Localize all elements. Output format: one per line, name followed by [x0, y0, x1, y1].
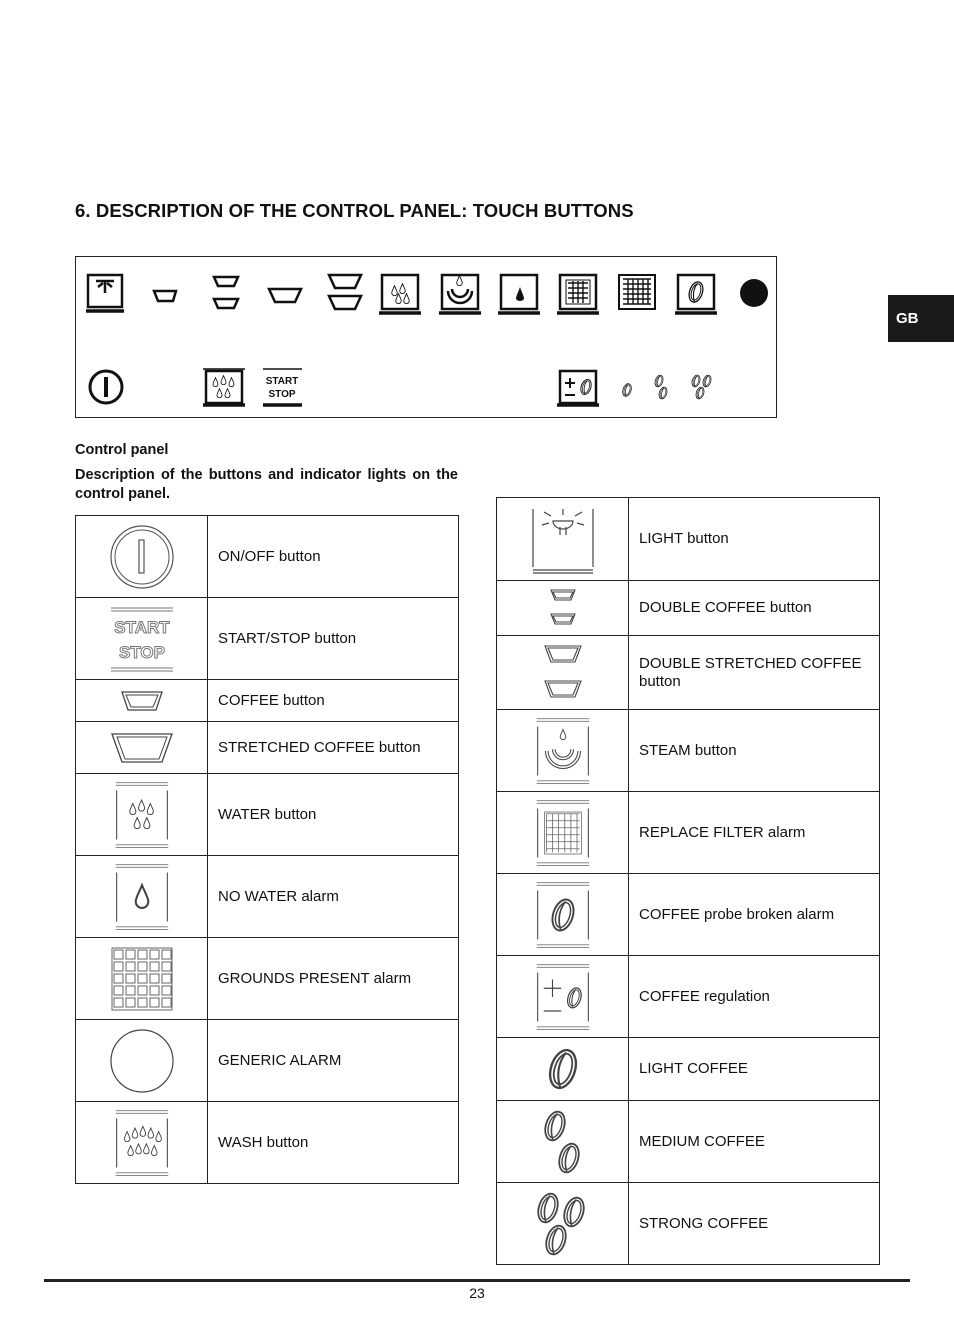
panel-large-cup-icon [269, 289, 301, 302]
power-icon [76, 516, 208, 598]
three-beans-icon [497, 1183, 629, 1265]
table-row [76, 856, 459, 938]
legend-label: START/STOP button [208, 598, 459, 680]
table-row [76, 680, 459, 722]
legend-label: LIGHT button [629, 498, 880, 581]
panel-cup-icon [154, 291, 176, 301]
two-beans-icon [497, 1101, 629, 1183]
right-legend-table [496, 497, 880, 1265]
svg-text:START: START [113, 617, 170, 637]
table-row [76, 1020, 459, 1102]
table-row [76, 938, 459, 1020]
table-row [76, 722, 459, 774]
panel-light-icon [86, 275, 124, 311]
language-tab: GB [888, 295, 954, 342]
table-row [497, 710, 880, 792]
panel-regulation-icon [557, 371, 599, 405]
control-panel-description: Description of the buttons and indicator lights on the control panel. [75, 467, 458, 502]
control-panel-caption: Control panel [75, 442, 169, 458]
legend-label: GROUNDS PRESENT alarm [208, 938, 459, 1020]
panel-double-cup-icon [214, 277, 238, 308]
legend-label: WATER button [208, 774, 459, 856]
large-cup-icon [76, 722, 208, 774]
table-row [76, 1102, 459, 1184]
table-row [497, 956, 880, 1038]
control-panel-drawing [76, 257, 778, 419]
legend-label: GENERIC ALARM [208, 1020, 459, 1102]
double-large-cup-icon [497, 636, 629, 710]
legend-label: MEDIUM COFFEE [629, 1101, 880, 1183]
circle-icon [76, 1020, 208, 1102]
table-row [497, 1101, 880, 1183]
section-heading: 6. DESCRIPTION OF THE CONTROL PANEL: TOUCH BUTTONS [75, 200, 634, 221]
panel-light-coffee-icon [621, 383, 633, 398]
panel-generic-alarm-icon [740, 279, 768, 307]
table-row [76, 774, 459, 856]
legend-label: COFFEE probe broken alarm [629, 874, 880, 956]
panel-start-text: START [265, 376, 299, 387]
footer-rule [44, 1279, 910, 1282]
coffee-bean-icon [497, 874, 629, 956]
legend-label: WASH button [208, 1102, 459, 1184]
one-bean-icon [497, 1038, 629, 1101]
many-drops-icon [76, 1102, 208, 1184]
legend-label: DOUBLE COFFEE button [629, 581, 880, 636]
filter-grid-icon [497, 792, 629, 874]
panel-bean-icon [675, 275, 717, 313]
plus-minus-bean-icon [497, 956, 629, 1038]
table-row [497, 792, 880, 874]
table-row [497, 874, 880, 956]
table-row [497, 1183, 880, 1265]
cup-icon [76, 680, 208, 722]
steam-icon [497, 710, 629, 792]
legend-label: STRONG COFFEE [629, 1183, 880, 1265]
panel-double-large-cup-icon [329, 275, 361, 309]
panel-stop-text: STOP [268, 389, 296, 400]
svg-text:STOP: STOP [118, 642, 165, 662]
panel-power-icon [90, 371, 122, 403]
start-stop-icon [76, 598, 208, 680]
water-drops-icon [76, 774, 208, 856]
table-row [497, 636, 880, 710]
table-row [76, 598, 459, 680]
panel-steam-icon [439, 275, 481, 313]
left-legend-table [75, 515, 459, 1184]
table-row [76, 516, 459, 598]
legend-label: REPLACE FILTER alarm [629, 792, 880, 874]
legend-label: COFFEE regulation [629, 956, 880, 1038]
table-row [497, 1038, 880, 1101]
control-panel-illustration [75, 256, 777, 418]
legend-label: STEAM button [629, 710, 880, 792]
panel-water-icon [379, 275, 421, 313]
table-row [497, 498, 880, 581]
table-row [497, 581, 880, 636]
panel-wash-icon [203, 369, 245, 405]
legend-label: ON/OFF button [208, 516, 459, 598]
double-cup-icon [497, 581, 629, 636]
legend-label: NO WATER alarm [208, 856, 459, 938]
legend-label: STRETCHED COFFEE button [208, 722, 459, 774]
legend-label: COFFEE button [208, 680, 459, 722]
single-drop-icon [76, 856, 208, 938]
page-number: 23 [469, 1285, 485, 1301]
lamp-icon [497, 498, 629, 581]
grid-icon [76, 938, 208, 1020]
legend-label: DOUBLE STRETCHED COFFEE button [629, 636, 880, 710]
legend-label: LIGHT COFFEE [629, 1038, 880, 1101]
